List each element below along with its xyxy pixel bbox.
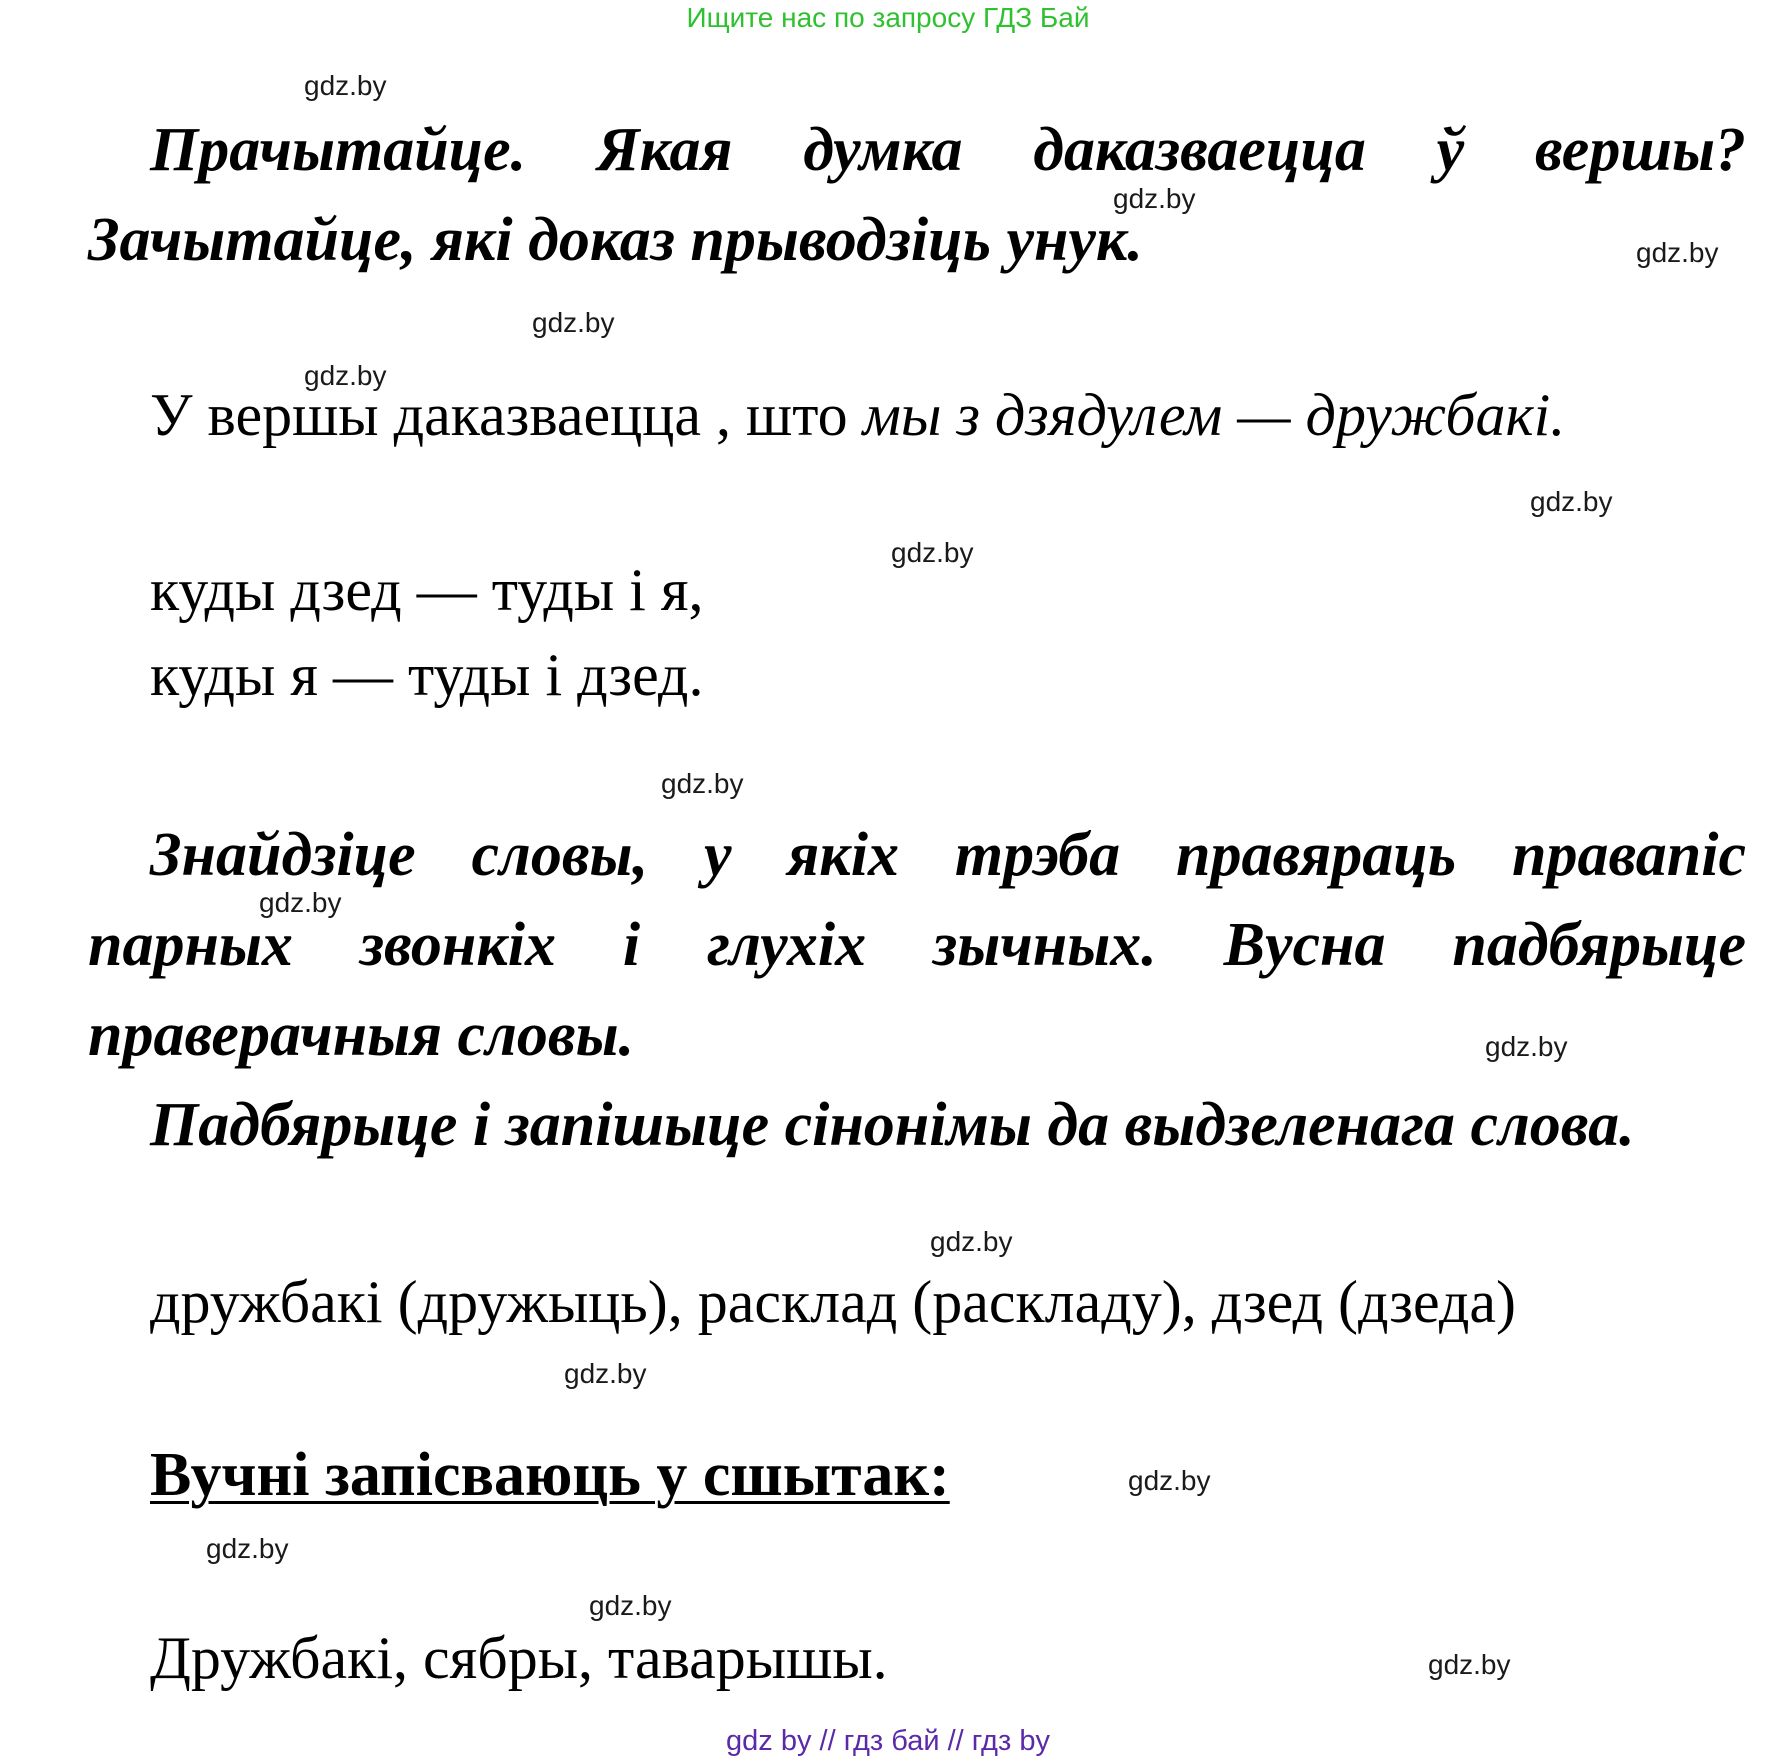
task1-line2: Зачытайце, які доказ прыводзіць унук. [88,206,1143,274]
watermark: gdz.by [304,360,387,391]
watermark: gdz.by [1428,1649,1511,1680]
watermark: gdz.by [259,887,342,918]
watermark: gdz.by [1530,486,1613,517]
task3-line1: Падбярыце і запішыце сінонімы да выдзеленага слова. [150,1091,1635,1159]
footer-links: gdz by // гдз бай // гдз by [726,1725,1050,1757]
poem-line1: куды дзед — туды і я, [150,557,704,623]
answer2-line: дружбакі (дружыць), расклад (раскладу), дзед (дзеда) [150,1269,1516,1335]
task2-line1: Знайдзіце словы, у якіх трэба правяраць правапіс [150,821,1746,889]
answer1-quote: мы з дзядулем — дружбакі. [862,382,1566,448]
answer1-line [150,375,1565,455]
poem-line2: куды я — туды і дзед. [150,642,704,708]
watermark: gdz.by [1113,183,1196,214]
watermark: gdz.by [206,1533,289,1564]
task1-line1: Прачытайце. Якая думка даказваецца ў вершы? [150,116,1746,184]
watermark: gdz.by [589,1590,672,1621]
watermark: gdz.by [661,768,744,799]
task2-line2: парных звонкіх і глухіх зычных. Вусна падбярыце [88,911,1746,979]
watermark: gdz.by [1636,237,1719,268]
watermark: gdz.by [930,1226,1013,1257]
search-banner: Ищите нас по запросу ГДЗ Бай [686,2,1090,33]
watermark: gdz.by [1128,1465,1211,1496]
answer1-prefix: У вершы даказваецца , што [150,382,848,448]
watermark: gdz.by [1485,1031,1568,1062]
task2-line3: праверачныя словы. [88,1001,635,1069]
notebook-text: Дружбакі, сябры, таварышы. [150,1625,888,1691]
watermark: gdz.by [891,537,974,568]
notebook-heading: Вучні запісваюць у сшытак: [150,1441,950,1509]
watermark: gdz.by [564,1358,647,1389]
watermark: gdz.by [532,307,615,338]
watermark: gdz.by [304,70,387,101]
